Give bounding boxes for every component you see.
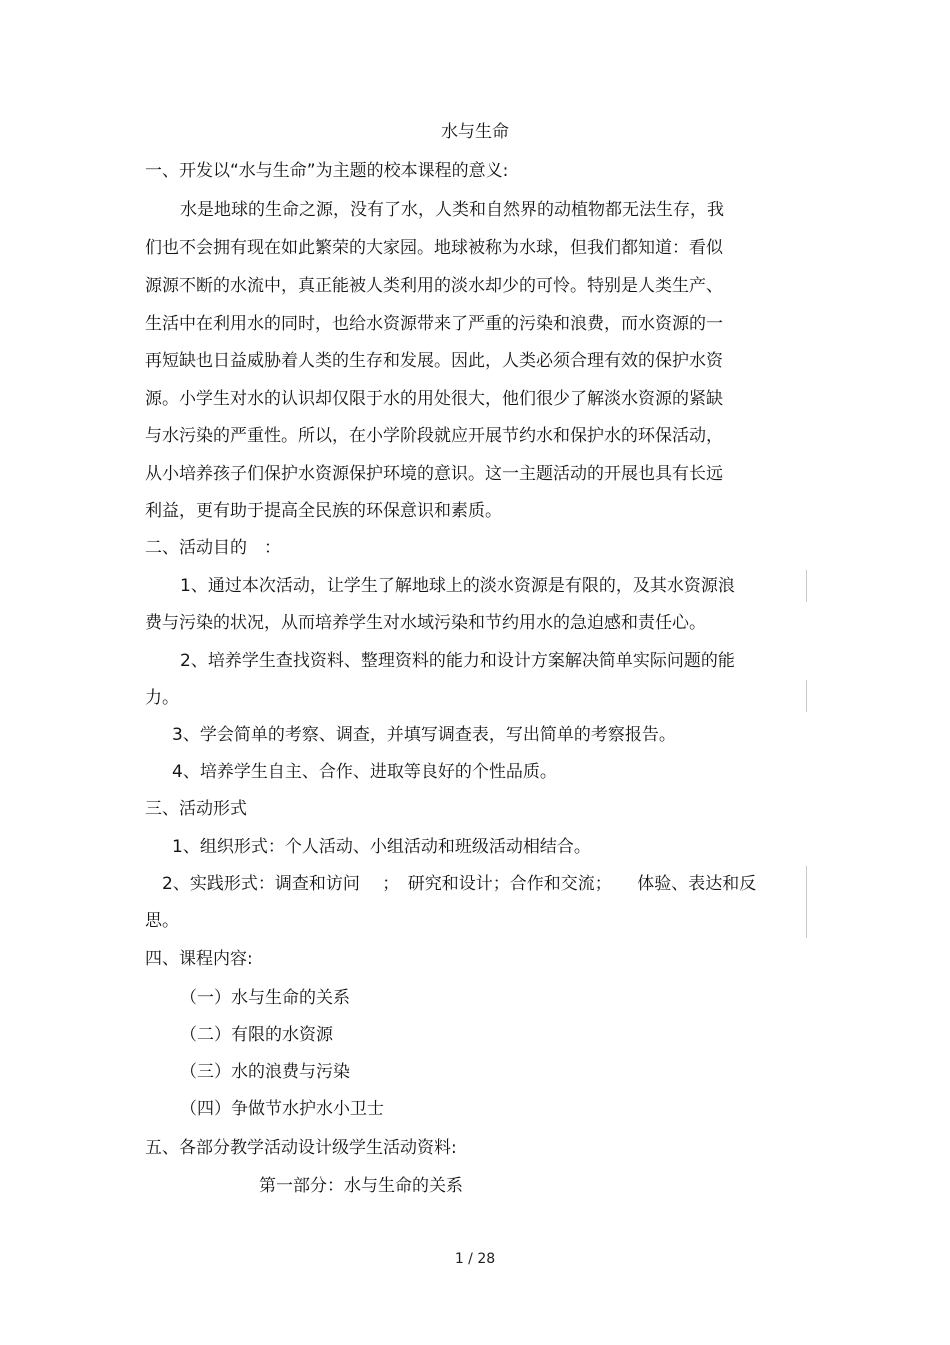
- section-4-heading: 四、课程内容:: [145, 949, 253, 969]
- table-border-line: [806, 570, 807, 602]
- section-2-heading: 二、活动目的 ：: [145, 538, 281, 558]
- section-3-heading: 三、活动形式: [145, 799, 247, 819]
- objective-item: 力。: [145, 688, 179, 708]
- section-1-paragraph-line: 与水污染的严重性。所以，在小学阶段就应开展节约水和保护水的环保活动，: [145, 426, 723, 446]
- section-1-paragraph-line: 源源不断的水流中，真正能被人类利用的淡水却少的可怜。特别是人类生产、: [145, 276, 723, 296]
- section-1-paragraph-line: 源。小学生对水的认识却仅限于水的用处很大，他们很少了解淡水资源的紧缺: [145, 389, 723, 409]
- section-1-paragraph-line: 水是地球的生命之源，没有了水，人类和自然界的动植物都无法生存，我: [180, 200, 724, 220]
- activity-form-item: 1、组织形式：个人活动、小组活动和班级活动相结合。: [172, 837, 591, 857]
- part-one-heading: 第一部分：水与生命的关系: [259, 1176, 463, 1196]
- section-1-paragraph-line: 再短缺也日益威胁着人类的生存和发展。因此，人类必须合理有效的保护水资: [145, 351, 723, 371]
- objective-item: 费与污染的状况，从而培养学生对水域污染和节约用水的急迫感和责任心。: [145, 613, 706, 633]
- section-1-paragraph-line: 从小培养孩子们保护水资源保护环境的意识。这一主题活动的开展也具有长远: [145, 464, 723, 484]
- document-title: 水与生命: [441, 122, 509, 142]
- objective-item: 2、培养学生查找资料、整理资料的能力和设计方案解决简单实际问题的能: [180, 651, 735, 671]
- objective-item: 4、培养学生自主、合作、进取等良好的个性品质。: [172, 762, 557, 782]
- table-border-line: [806, 680, 807, 712]
- course-content-item: （二）有限的水资源: [180, 1025, 333, 1045]
- section-1-heading: 一、开发以“水与生命”为主题的校本课程的意义:: [145, 161, 509, 181]
- activity-form-item: 思。: [145, 911, 179, 931]
- objective-item: 3、学会简单的考察、调查，并填写调查表，写出简单的考察报告。: [172, 725, 676, 745]
- activity-form-item: 2、实践形式：调查和访问 ； 研究和设计；合作和交流； 体验、表达和反: [162, 874, 757, 894]
- section-5-heading: 五、各部分教学活动设计级学生活动资料:: [145, 1138, 457, 1158]
- page-number: 1 / 28: [454, 1251, 496, 1267]
- course-content-item: （一）水与生命的关系: [180, 988, 350, 1008]
- section-1-paragraph-line: 利益，更有助于提高全民族的环保意识和素质。: [145, 501, 502, 521]
- section-1-paragraph-line: 生活中在利用水的同时，也给水资源带来了严重的污染和浪费，而水资源的一: [145, 314, 723, 334]
- table-border-line: [806, 866, 807, 938]
- course-content-item: （四）争做节水护水小卫士: [180, 1099, 384, 1119]
- section-1-paragraph-line: 们也不会拥有现在如此繁荣的大家园。地球被称为水球，但我们都知道：看似: [145, 238, 723, 258]
- objective-item: 1、通过本次活动，让学生了解地球上的淡水资源是有限的，及其水资源浪: [180, 576, 735, 596]
- course-content-item: （三）水的浪费与污染: [180, 1062, 350, 1082]
